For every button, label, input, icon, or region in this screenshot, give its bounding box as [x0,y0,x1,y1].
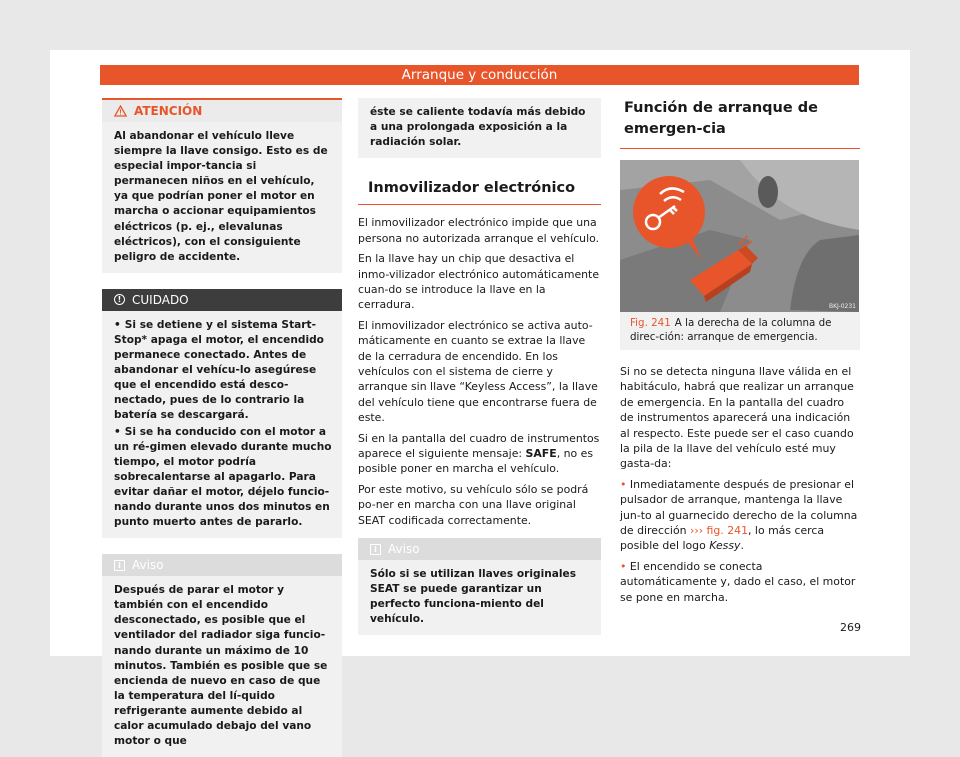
caution-item: • Si se ha conducido con el motor a un ré-gimen elevado durante mucho tiempo, el motor podría sobrecalentarse al apagarlo. Para evitar dañar el motor, déjelo funcio-nando durante unos dos minutos en punto muerto antes de pararlo. [114,425,332,531]
immobilizer-text [358,215,601,528]
caution-exclamation-icon: ! [114,294,125,305]
paragraph: El inmovilizador electrónico impide que una persona no autorizada arranque el vehículo. [358,216,600,245]
caution-header [102,289,342,311]
note-box [102,554,342,757]
kessy-logo-text: Kessy [709,539,741,553]
bullet-item: • Inmediatamente después de presionar el pulsador de arranque, mantenga la llave jun-to al guarnecido derecho de la columna de dirección ››› fig. 241, lo más cerca posible del logo Kessy. [620,477,858,553]
warning-box [102,98,342,273]
warning-triangle-icon [114,105,127,117]
info-icon: i [370,544,381,555]
section-title-emergency-start: Función de arranque de emergen-cia [620,98,860,149]
note-box-2 [358,538,601,635]
info-icon: i [114,560,125,571]
figure-code: BKJ-0231 [828,303,856,310]
column-left [102,98,342,757]
note-header [102,554,342,576]
caution-box [102,289,342,538]
note-continuation-body [358,98,601,158]
chapter-title: Arranque y conducción [401,67,558,83]
emergency-start-text [620,364,860,605]
paragraph: El inmovilizador electrónico se activa auto-máticamente en cuanto se extrae la llave de la cerradura de encendido. En los vehículos con el sistema de cierre y arranque sin llave “Keyless Access”, la llave del vehículo tiene que encontrarse fuera de este. [358,318,598,425]
warning-text: Al abandonar el vehículo lleve siempre la llave consigo. Esto es de especial impor-tancia si permanecen niños en el vehículo, ya que podrían poner el motor en marcha o accionar equipamientos eléctricos (p. ej., elevalunas eléctricos), con el consiguiente peligro de accidente. [114,130,328,263]
bullet-icon: • [620,559,627,573]
bullet-icon: • [620,477,627,491]
note-text-2: Sólo si se utilizan llaves originales SEAT se puede garantizar un perfecto funciona-miento del vehículo. [370,568,577,626]
note-header-2 [358,538,601,560]
warning-body [102,122,342,273]
section-title-immobilizer: Inmovilizador electrónico [358,174,601,205]
figure-caption-text: A la derecha de la columna de direc-ción: arranque de emergencia. [630,317,832,343]
warning-header [102,98,342,122]
paragraph-safe: Si en la pantalla del cuadro de instrumentos aparece el siguiente mensaje: SAFE, no es posible poner en marcha el vehículo. [358,431,600,476]
note-body [102,576,342,757]
column-middle [358,98,601,635]
note-body-2 [358,560,601,635]
column-right [620,98,860,610]
figure-reference-link[interactable]: ››› fig. 241 [689,524,748,538]
note-continuation-box [358,98,601,158]
paragraph: Si no se detecta ninguna llave válida en el habitáculo, habrá que realizar un arranque de emergencia. En la pantalla del cuadro de instrumentos aparecerá una indicación al respecto. Este puede ser el caso cuando la pila de la llave del vehículo esté muy gasta-da: [620,365,854,471]
figure-label: Fig. 241 [630,317,671,329]
warning-title: ATENCIÓN [134,104,203,118]
paragraph: Por este motivo, su vehículo sólo se podrá po-ner en marcha con una llave original SEAT codificada correctamente. [358,482,589,527]
note-title-2: Aviso [388,542,420,556]
note-text: Después de parar el motor y también con el encendido desconectado, es posible que el ventilador del radiador siga funcio-nando durante un máximo de 10 minutos. También es posible que se encienda de nuevo en caso de que la temperatura del lí-quido refrigerante aumente debido al calor acumulado debajo del vano motor o que [114,584,328,748]
chapter-header [100,65,859,85]
figure-caption [620,312,860,350]
caution-body [102,311,342,538]
figure-illustration [620,160,859,312]
caution-item: • Si se detiene y el sistema Start-Stop* apaga el motor, el encendido permanece conectado. Antes de abandonar el vehícu-lo asegúrese que el encendido está desco-nectado, pues de lo contrario la batería se descargará. [114,318,332,424]
page-number: 269 [840,621,861,634]
safe-message: SAFE [525,446,557,460]
note-title: Aviso [132,558,164,573]
bullet-item: • El encendido se conecta automáticamente y, dado el caso, el motor se pone en marcha. [620,559,856,604]
figure-emergency-start [620,160,859,312]
paragraph: En la llave hay un chip que desactiva el inmo-vilizador electrónico automáticamente cuan-do se introduce la llave en la cerradura. [358,252,600,312]
caution-title: CUIDADO [132,292,189,307]
note-continuation-text: éste se caliente todavía más debido a una prolongada exposición a la radiación solar. [370,106,586,149]
